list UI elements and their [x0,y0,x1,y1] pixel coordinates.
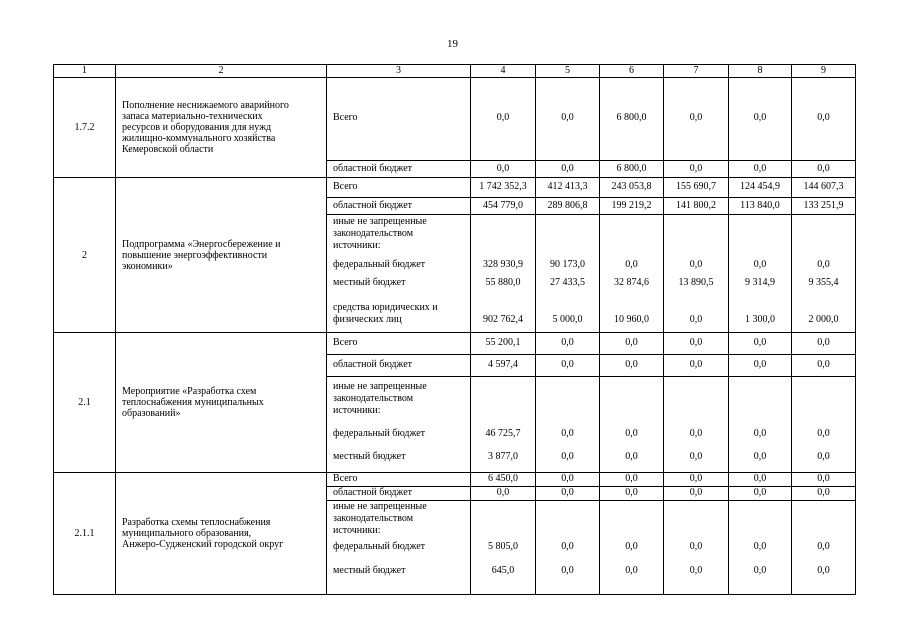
value-cell [792,487,856,501]
value-cell [729,78,792,161]
value: 113 840,0 [740,200,780,211]
table-row [54,333,856,355]
value-cell [471,473,536,487]
value-cell [471,487,536,501]
value: 289 806,8 [547,200,588,211]
value: 0,0 [689,112,703,123]
row-name-line: образований» [122,408,181,419]
source-label: федеральный бюджет [333,541,426,552]
source-label-cell [327,377,471,473]
value: 0,0 [561,337,574,348]
value-cell [792,333,856,355]
value: 0,0 [753,112,767,123]
value: 0,0 [817,112,830,123]
value: 0,0 [753,337,767,348]
value: 27 433,5 [550,277,585,288]
header-cell: 9 [792,65,856,78]
source-label: Всего [333,112,358,123]
source-label-cell [327,333,471,355]
source-label: федеральный бюджет [333,428,426,439]
value: 55 200,1 [485,337,521,348]
header-cell: 7 [664,65,729,78]
value-cell [600,161,664,178]
source-label: Всего [333,181,358,192]
value: 0,0 [625,487,638,498]
value: 0,0 [625,337,638,348]
source-label-cell [327,178,471,198]
value: 0,0 [496,487,510,498]
value: 144 607,3 [803,181,844,192]
source-label: законодательством [333,513,414,524]
value: 1 300,0 [745,314,775,325]
value: 0,0 [496,163,510,174]
value-cell [471,377,536,473]
value: 0,0 [625,565,638,576]
value: 6 800,0 [616,112,647,123]
value: 3 877,0 [488,451,518,462]
source-label: местный бюджет [333,451,406,462]
value: 90 173,0 [550,259,585,270]
header-cell: 2 [116,65,327,78]
row-name-line: жилищно-коммунального хозяйства [122,133,276,144]
source-label-cell [327,161,471,178]
source-label: физических лиц [333,314,402,325]
value: 155 690,7 [676,181,716,192]
value-cell [600,377,664,473]
source-label: федеральный бюджет [333,259,426,270]
value: 6 800,0 [616,163,647,174]
source-label: иные не запрещенные [333,216,427,227]
value: 0,0 [689,473,703,484]
value: 55 880,0 [485,277,521,288]
source-label: Всего [333,337,358,348]
value-cell [471,161,536,178]
value: 0,0 [817,428,830,439]
value: 0,0 [753,163,767,174]
source-label: законодательством [333,228,414,239]
value-cell [792,78,856,161]
value: 13 890,5 [678,277,714,288]
header-cell: 1 [54,65,116,78]
value: 133 251,9 [803,200,844,211]
value-cell [792,161,856,178]
value: 0,0 [817,259,830,270]
value: 0,0 [561,473,574,484]
table-row [54,78,856,161]
value-cell [664,333,729,355]
source-label: законодательством [333,393,414,404]
value-cell [536,473,600,487]
value-cell [792,377,856,473]
value-cell [600,215,664,333]
value-cell [536,333,600,355]
value-cell [729,355,792,377]
table-row [54,178,856,198]
value-cell [536,501,600,595]
value: 0,0 [625,428,638,439]
value-cell [792,501,856,595]
source-label-cell [327,355,471,377]
value: 0,0 [689,337,703,348]
value-cell [792,355,856,377]
value-cell [664,501,729,595]
value: 5 805,0 [488,541,518,552]
value-cell [536,78,600,161]
budget-table [53,64,856,595]
value: 0,0 [753,473,767,484]
source-label: источники: [333,525,381,536]
value-cell [536,355,600,377]
value-cell [471,333,536,355]
value: 0,0 [753,451,767,462]
source-label: источники: [333,405,381,416]
value-cell [600,501,664,595]
row-code: 2 [54,178,116,333]
value: 2 000,0 [808,314,839,325]
source-label: областной бюджет [333,359,413,370]
row-name [116,178,327,333]
value-cell [536,198,600,215]
source-label-cell [327,487,471,501]
row-name [116,333,327,473]
value: 0,0 [496,112,510,123]
source-label-cell [327,473,471,487]
value-cell [792,473,856,487]
header-cell: 3 [327,65,471,78]
value: 9 355,4 [808,277,839,288]
value-cell [600,78,664,161]
value: 0,0 [689,163,703,174]
value-cell [471,355,536,377]
value: 645,0 [491,565,515,576]
value-cell [600,198,664,215]
row-code: 2.1.1 [54,473,116,595]
value: 0,0 [561,541,574,552]
value-cell [664,473,729,487]
row-name-line: Анжеро-Судженский городской округ [122,539,284,550]
value: 0,0 [689,359,703,370]
value: 0,0 [625,259,638,270]
value: 0,0 [625,473,638,484]
source-label-cell [327,198,471,215]
value: 0,0 [561,451,574,462]
value: 0,0 [753,428,767,439]
row-name-line: запаса материально-технических [122,111,263,122]
value-cell [729,198,792,215]
value-cell [536,377,600,473]
value: 0,0 [817,359,830,370]
value: 4 597,4 [488,359,518,370]
value: 0,0 [561,163,574,174]
value-cell [664,78,729,161]
value: 0,0 [817,337,830,348]
value: 10 960,0 [614,314,649,325]
value: 0,0 [689,259,703,270]
value-cell [729,501,792,595]
row-name [116,473,327,595]
value-cell [664,178,729,198]
value: 9 314,9 [745,277,775,288]
page-number: 19 [447,38,458,50]
value-cell [471,215,536,333]
value: 0,0 [561,428,574,439]
value-cell [471,501,536,595]
value: 0,0 [753,565,767,576]
row-name-line: муниципального образования, [122,528,252,539]
row-name-line: Кемеровской области [122,144,214,155]
value: 0,0 [689,541,703,552]
row-name-line: экономики» [122,260,173,272]
value-cell [471,78,536,161]
value-cell [600,178,664,198]
source-label: областной бюджет [333,163,413,174]
header-cell: 8 [729,65,792,78]
header-cell: 4 [471,65,536,78]
source-label: иные не запрещенные [333,381,427,392]
value-cell [471,198,536,215]
value-cell [536,487,600,501]
source-label-cell [327,78,471,161]
source-label: средства юридических и [333,302,438,313]
value: 141 800,2 [676,200,716,211]
header-row [54,65,856,78]
source-label-cell [327,501,471,595]
row-name-line: Подпрограмма «Энергосбережение и [122,238,281,250]
source-label-cell [327,215,471,333]
value: 0,0 [689,487,703,498]
value-cell [792,178,856,198]
row-name-line: ресурсов и оборудования для нужд [122,122,272,133]
value: 0,0 [753,359,767,370]
row-code: 2.1 [54,333,116,473]
table-row [54,473,856,487]
value: 412 413,3 [547,181,588,192]
value: 0,0 [753,541,767,552]
row-code: 1.7.2 [54,78,116,178]
value-cell [600,355,664,377]
value-cell [664,377,729,473]
value: 199 219,2 [611,200,652,211]
row-name-line: теплоснабжения муниципальных [122,397,264,408]
value-cell [600,333,664,355]
row-name [116,78,327,178]
value: 0,0 [817,473,830,484]
value: 0,0 [817,163,830,174]
value-cell [471,178,536,198]
value-cell [729,487,792,501]
value: 0,0 [817,565,830,576]
value: 0,0 [625,541,638,552]
value: 46 725,7 [485,428,521,439]
value: 0,0 [753,259,767,270]
value: 0,0 [817,541,830,552]
value: 5 000,0 [552,314,583,325]
value-cell [536,215,600,333]
value-cell [729,161,792,178]
source-label: Всего [333,473,358,484]
source-label: местный бюджет [333,565,406,576]
source-label: областной бюджет [333,487,413,498]
value-cell [664,487,729,501]
value-cell [600,473,664,487]
value: 328 930,9 [483,259,523,270]
value-cell [664,198,729,215]
value: 0,0 [817,487,830,498]
value: 0,0 [817,451,830,462]
value-cell [729,473,792,487]
value: 0,0 [561,359,574,370]
value-cell [729,215,792,333]
value: 0,0 [753,487,767,498]
value: 124 454,9 [740,181,780,192]
value-cell [729,178,792,198]
value-cell [600,487,664,501]
header-cell: 6 [600,65,664,78]
value: 902 762,4 [483,314,523,325]
row-name-line: Пополнение неснижаемого аварийного [122,100,289,111]
row-name-line: Разработка схемы теплоснабжения [122,517,271,528]
value: 0,0 [561,565,574,576]
value: 32 874,6 [614,277,649,288]
value-cell [729,333,792,355]
value: 1 742 352,3 [479,181,527,192]
value-cell [536,161,600,178]
value-cell [664,161,729,178]
value: 0,0 [689,565,703,576]
value: 0,0 [625,451,638,462]
value: 0,0 [561,112,574,123]
source-label: иные не запрещенные [333,501,427,512]
value: 0,0 [689,314,703,325]
header-cell: 5 [536,65,600,78]
value-cell [664,355,729,377]
value-cell [664,215,729,333]
value: 6 450,0 [488,473,518,484]
value-cell [792,215,856,333]
value: 0,0 [689,451,703,462]
value-cell [729,377,792,473]
value: 454 779,0 [483,200,523,211]
value: 0,0 [625,359,638,370]
value: 243 053,8 [611,181,652,192]
source-label: областной бюджет [333,200,413,211]
row-name-line: Мероприятие «Разработка схем [122,386,257,397]
source-label: источники: [333,240,381,251]
row-name-line: повышение энергоэффективности [122,249,268,261]
value-cell [792,198,856,215]
value: 0,0 [561,487,574,498]
source-label: местный бюджет [333,277,406,288]
value-cell [536,178,600,198]
value: 0,0 [689,428,703,439]
